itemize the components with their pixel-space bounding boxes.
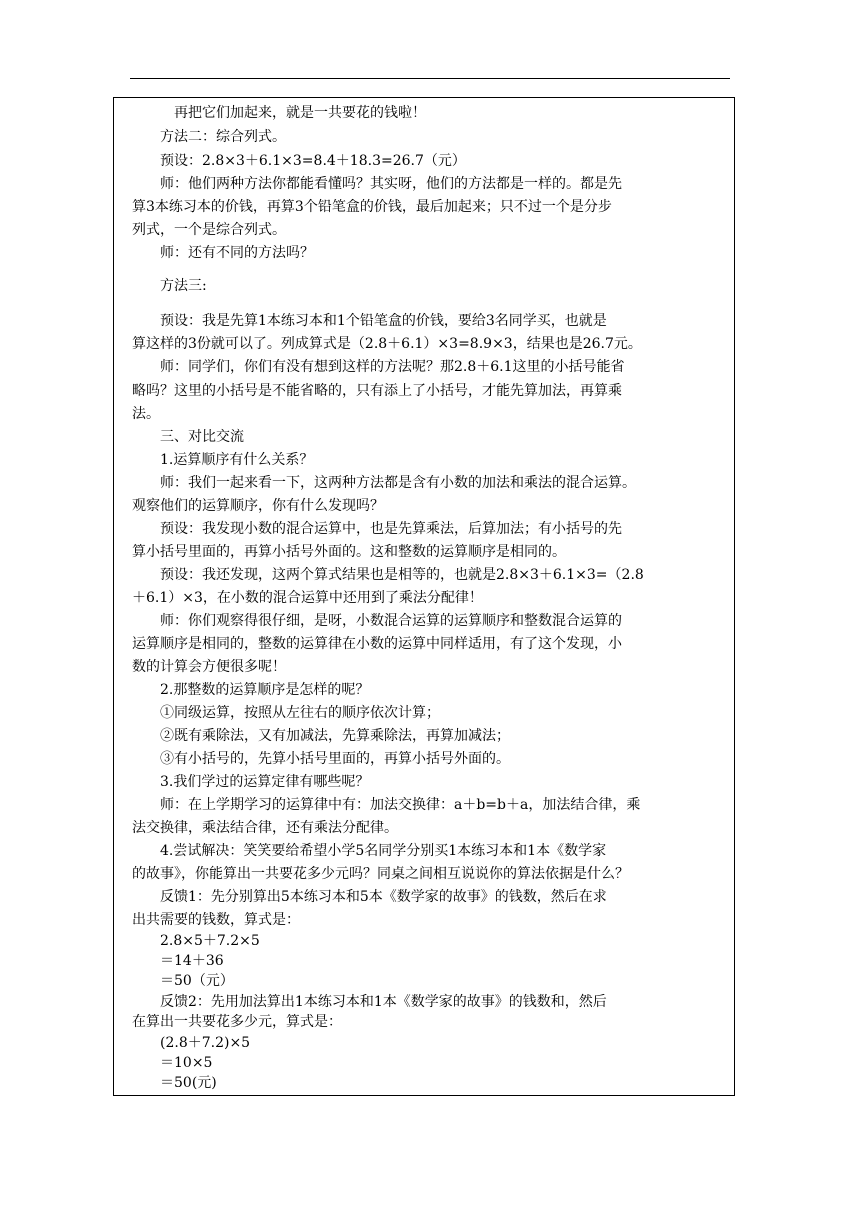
- text-line: 预设：2.8×3＋6.1×3=8.4＋18.3=26.7（元）: [160, 153, 466, 169]
- text-line: 3.我们学过的运算定律有哪些呢？: [160, 774, 370, 790]
- text-line: 数的计算会方便很多呢！: [132, 659, 286, 675]
- lesson-plan-content-box: [113, 97, 735, 1096]
- text-line: 列式，一个是综合列式。: [132, 222, 286, 238]
- text-line: 方法二：综合列式。: [160, 129, 286, 145]
- text-line: 反馈2：先用加法算出1本练习本和1本《数学家的故事》的钱数和，然后: [160, 994, 607, 1010]
- text-line: ＋6.1）×3，在小数的混合运算中还用到了乘法分配律！: [132, 590, 483, 606]
- text-line: 算3本练习本的价钱，再算3个铅笔盒的价钱，最后加起来；只不过一个是分步: [132, 199, 612, 215]
- text-line: 方法三:: [160, 278, 207, 294]
- text-line: 预设：我还发现，这两个算式结果也是相等的，也就是2.8×3＋6.1×3=（2.8: [160, 567, 644, 583]
- text-line: 算这样的3份就可以了。列成算式是（2.8＋6.1）×3=8.9×3，结果也是26.7元。: [132, 336, 642, 352]
- text-line: 算小括号里面的，再算小括号外面的。这和整数的运算顺序是相同的。: [132, 544, 566, 560]
- text-line: ②既有乘除法，又有加减法，先算乘除法，再算加减法；: [160, 728, 510, 744]
- text-line: 略吗？这里的小括号是不能省略的，只有添上了小括号，才能先算加法，再算乘: [132, 383, 622, 399]
- text-line: 师：在上学期学习的运算律中有：加法交换律：a＋b=b＋a，加法结合律，乘: [160, 797, 641, 813]
- formula-line: 2.8×5＋7.2×5: [160, 933, 260, 949]
- text-line: 师：我们一起来看一下，这两种方法都是含有小数的加法和乘法的混合运算。: [160, 475, 636, 491]
- text-line: 运算顺序是相同的，整数的运算律在小数的运算中同样适用，有了这个发现，小: [132, 636, 622, 652]
- text-line: 师：还有不同的方法吗？: [160, 245, 314, 261]
- formula-line: ＝50(元): [160, 1075, 217, 1091]
- text-line: 再把它们加起来，就是一共要花的钱啦！: [174, 105, 426, 121]
- text-line: 的故事》，你能算出一共要花多少元吗？同桌之间相互说说你的算法依据是什么？: [132, 866, 629, 882]
- text-line: 2.那整数的运算顺序是怎样的呢？: [160, 682, 370, 698]
- formula-line: ＝10×5: [160, 1055, 213, 1071]
- formula-line: ＝50（元）: [160, 973, 234, 989]
- text-line: 师：你们观察得很仔细，是呀，小数混合运算的运算顺序和整数混合运算的: [160, 613, 622, 629]
- formula-line: (2.8＋7.2)×5: [160, 1035, 251, 1051]
- text-line: 法。: [132, 406, 160, 422]
- text-line: 1.运算顺序有什么关系？: [160, 452, 314, 468]
- text-line: 师：同学们，你们有没有想到这样的方法呢？那2.8＋6.1这里的小括号能省: [160, 359, 625, 375]
- text-line: 预设：我发现小数的混合运算中，也是先算乘法，后算加法；有小括号的先: [160, 521, 622, 537]
- text-line: 4.尝试解决：笑笑要给希望小学5名同学分别买1本练习本和1本《数学家: [160, 843, 607, 859]
- text-line: 法交换律，乘法结合律，还有乘法分配律。: [132, 820, 398, 836]
- text-line: 在算出一共要花多少元，算式是：: [132, 1014, 342, 1030]
- formula-line: ＝14＋36: [160, 953, 224, 969]
- text-line: 预设：我是先算1本练习本和1个铅笔盒的价钱，要给3名同学买，也就是: [160, 313, 607, 329]
- text-line: 反馈1：先分别算出5本练习本和5本《数学家的故事》的钱数，然后在求: [160, 889, 607, 905]
- section-heading: 三、对比交流: [160, 429, 244, 445]
- text-line: 观察他们的运算顺序，你有什么发现吗？: [132, 498, 384, 514]
- text-line: ③有小括号的，先算小括号里面的，再算小括号外面的。: [160, 751, 510, 767]
- text-line: 出共需要的钱数，算式是：: [132, 912, 300, 928]
- text-line: ①同级运算，按照从左往右的顺序依次计算；: [160, 705, 440, 721]
- text-line: 师：他们两种方法你都能看懂吗？其实呀，他们的方法都是一样的。都是先: [160, 176, 622, 192]
- header-rule: [130, 78, 730, 79]
